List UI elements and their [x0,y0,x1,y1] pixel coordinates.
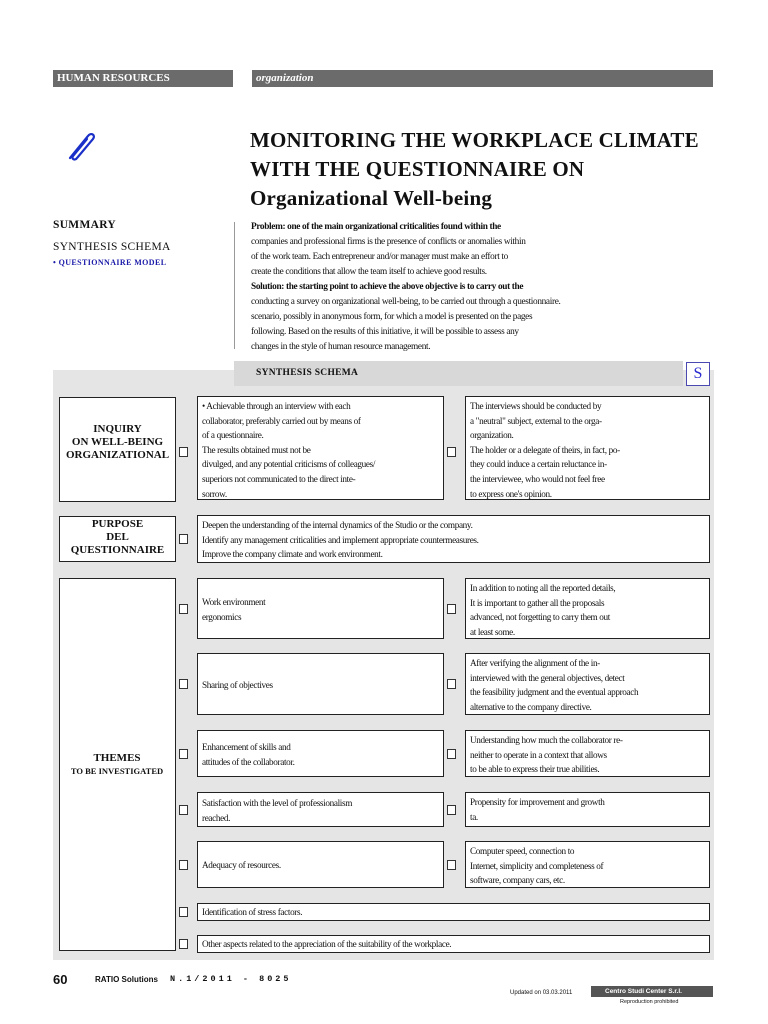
theme-topic-box [197,578,444,639]
inquiry-detail-line: The results obtained must not be [202,444,311,455]
intro-line: scenario, possibly in anonymous form, for which a model is presented on the pages [251,312,533,322]
inquiry-note-line: to express one's opinion. [470,488,552,499]
checkbox-icon[interactable] [447,679,456,689]
theme-note-box [465,578,710,639]
theme-note-line: ta. [470,811,478,822]
theme-note-text [466,793,709,824]
checkbox-icon[interactable] [447,805,456,815]
theme-topic-text [198,731,443,769]
theme-note-line: interviewed with the general objectives, detect [470,672,625,683]
theme-note-text [466,842,709,888]
checkbox-icon[interactable] [179,907,188,917]
theme-topic-text [198,579,443,624]
inquiry-label: INQUIRY [93,423,142,435]
theme-topic-line: attitudes of the collaborator. [202,756,295,767]
theme-note-line: neither to operate in a context that allows [470,749,607,760]
theme-note-line: It is important to gather all the proposals [470,597,605,608]
schema-header: SYNTHESIS SCHEMA [234,361,683,386]
inquiry-detail-line: superiors not communicated to the direct inte- [202,473,356,484]
theme-topic-line: Work environment [202,597,266,607]
theme-note-line: In addition to noting all the reported details, [470,583,616,593]
theme-note-line: After verifying the alignment of the in- [470,658,600,668]
purpose-label: QUESTIONNAIRE [70,544,165,556]
column-divider [234,222,235,349]
theme-note-line: software, company cars, etc. [470,875,565,886]
theme-note-line: Propensity for improvement and growth [470,797,605,807]
theme-topic-box [197,792,444,827]
inquiry-note-line: organization. [470,430,514,441]
theme-topic-line: Sharing of objectives [202,680,273,690]
section-header: HUMAN RESOURCES [53,70,233,87]
summary-item-synthesis[interactable]: SYNTHESIS SCHEMA [53,241,171,253]
title-line-3: Organizational Well-being [250,186,493,210]
publisher-badge: Centro Studi Center S.r.l. [591,986,713,997]
inquiry-detail-line: sorrow. [202,488,227,499]
theme-note-line: Computer speed, connection to [470,846,575,856]
theme-note-box [465,792,710,827]
themes-sublabel: TO BE INVESTIGATED [70,766,164,776]
intro-line: conducting a survey on organizational well-being, to be carried out through a questionnaire. [251,297,561,307]
intro-line: of the work team. Each entrepreneur and/or manager must make an effort to [251,252,508,262]
theme-note-line: Internet, simplicity and completeness of [470,860,604,871]
inquiry-note-line: The interviews should be conducted by [470,401,602,411]
theme-topic-box [197,730,444,777]
checkbox-icon[interactable] [447,860,456,870]
checkbox-icon[interactable] [179,860,188,870]
title-line-2: WITH THE QUESTIONNAIRE ON [250,157,585,181]
theme-note-line: advanced, not forgetting to carry them out [470,612,610,623]
inquiry-detail-line: collaborator, preferably carried out by means of [202,415,361,426]
purpose-label: DEL [106,531,129,543]
inquiry-note-line: The holder or a delegate of theirs, in fact, po- [470,444,620,455]
stress-text: Identification of stress factors. [202,907,303,917]
theme-note-line: alternative to the company directive. [470,701,592,712]
purpose-line: Identify any management criticalities and implement appropriate countermeasures. [202,534,479,545]
checkbox-icon[interactable] [179,604,188,614]
theme-note-box [465,730,710,777]
purpose-line: Improve the company climate and work environment. [202,549,383,560]
purpose-text [198,516,709,562]
theme-note-line: to be able to express their true abilities. [470,764,600,775]
inquiry-detail-line: of a questionnaire. [202,430,264,441]
theme-note-line: at least some. [470,626,515,637]
inquiry-label-box [59,397,176,502]
intro-text [251,220,597,355]
paperclip-icon [62,128,98,164]
inquiry-note-box [465,396,710,500]
theme-topic-line: reached. [202,812,231,823]
title-line-1: MONITORING THE WORKPLACE CLIMATE [250,128,699,152]
intro-line: create the conditions that allow the team itself to achieve good results. [251,267,487,277]
checkbox-icon[interactable] [447,447,456,457]
theme-note-line: Understanding how much the collaborator re- [470,735,623,745]
inquiry-note-line: a "neutral" subject, external to the orga- [470,415,602,426]
intro-line: following. Based on the results of this initiative, it will be possible to assess any [251,327,519,337]
theme-topic-text [198,654,443,693]
theme-topic-line: Adequacy of resources. [202,860,281,870]
checkbox-icon[interactable] [179,534,188,544]
inquiry-note-text [466,397,709,501]
article-title [250,126,760,213]
purpose-label-box [59,516,176,562]
checkbox-icon[interactable] [179,939,188,949]
intro-line: Problem: one of the main organizational criticalities found within the [251,222,501,232]
checkbox-icon[interactable] [447,749,456,759]
other-box [197,935,710,953]
checkbox-icon[interactable] [179,805,188,815]
theme-note-text [466,731,709,777]
checkbox-icon[interactable] [179,749,188,759]
purpose-detail-box [197,515,710,563]
magazine-name: RATIO Solutions [95,975,158,984]
summary-item-questionnaire[interactable]: • QUESTIONNAIRE MODEL [53,258,167,267]
rights-note: Reproduction prohibited [620,999,679,1005]
stress-box [197,903,710,921]
intro-line: changes in the style of human resource management. [251,342,431,352]
page-number: 60 [53,972,68,987]
inquiry-detail-box [197,396,444,500]
inquiry-note-line: they could induce a certain reluctance in- [470,459,607,470]
summary-heading: SUMMARY [53,219,117,231]
themes-label: THEMES [93,752,141,764]
checkbox-icon[interactable] [179,679,188,689]
theme-topic-line: Enhancement of skills and [202,742,291,752]
inquiry-label: ON WELL-BEING [71,436,164,448]
theme-note-box [465,653,710,715]
inquiry-note-line: the interviewee, who would not feel free [470,473,605,484]
theme-topic-text [198,842,443,873]
inquiry-detail-line: • Achievable through an interview with each [202,401,351,411]
updated-date: Updated on 03.03.2011 [510,990,573,996]
intro-line: companies and professional firms is the presence of conflicts or anomalies within [251,237,526,247]
schema-badge: S [686,362,710,386]
checkbox-icon[interactable] [447,604,456,614]
theme-topic-line: ergonomics [202,611,242,622]
purpose-label: PURPOSE [91,518,144,530]
themes-label-box [59,578,176,951]
theme-topic-text [198,793,443,825]
theme-topic-box [197,653,444,715]
inquiry-detail-text [198,397,443,501]
purpose-line: Deepen the understanding of the internal dynamics of the Studio or the company. [202,520,473,530]
theme-note-line: the feasibility judgment and the eventual approach [470,687,639,698]
topic-header: organization [252,70,713,87]
theme-note-text [466,654,709,714]
inquiry-label: ORGANIZATIONAL [65,449,170,461]
theme-note-text [466,579,709,639]
issue-number: N.1/2011 - 8025 [170,974,292,984]
theme-topic-box [197,841,444,888]
other-text: Other aspects related to the appreciation of the suitability of the workplace. [202,939,452,949]
intro-line: Solution: the starting point to achieve the above objective is to carry out the [251,282,524,292]
checkbox-icon[interactable] [179,447,188,457]
theme-note-box [465,841,710,888]
theme-topic-line: Satisfaction with the level of professionalism [202,798,353,808]
inquiry-detail-line: divulged, and any potential criticisms of colleagues/ [202,459,376,470]
